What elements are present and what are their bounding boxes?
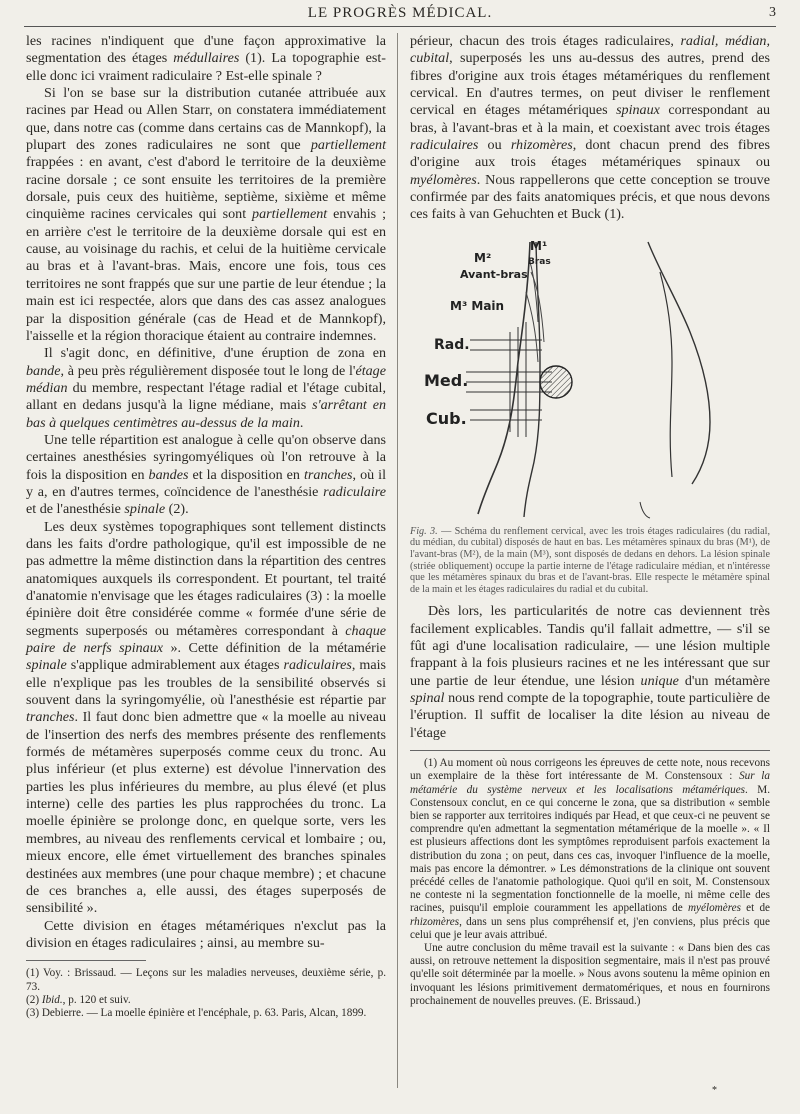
figure-caption: Fig. 3. — Schéma du renflement cervical, avec les trois étages radiculaires (du radial, du médian, du cubital) disposés de haut en bas. Les métamères spinaux du bras (M¹), de l'avant-bras (M²), de la main (M³), sont disposés de dedans en dehors. La lésion spinale (striée obliquement) occupe la partie interne de l'étage radiculaire médian, et n'intéresse que les métamères spinaux du bras et de l'avant-bras. Elle respecte le métamère spinal de la main et les étages radiculaires du radial et du cubital. [410,525,770,595]
paragraph: périeur, chacun des trois étages radiculaires, radial, médian, cubital, superposés les uns au-dessus des autres, prend des fibres d'origine aux trois étages métamériques du renflement cervical. En d'autres termes, on peut diviser le renflement cervical en étages métamériques spinaux correspondant au bras, à l'avant-bras et à la main, et coexistant avec trois étages radiculaires ou rhizomères, dont chacun prend des fibres d'origine aux trois étages métamériques spinaux ou myélomères. Nous rappellerons que cette conception se trouve confirmée par des faits anatomiques précis, et que nous devons ces faits à van Gehuchten et Buck (1). [410,33,770,223]
footnote-separator [26,960,146,961]
svg-text:Bras: Bras [528,256,551,267]
footnote: (1) Au moment où nous corrigeons les épreuves de cette note, nous recevons un exemplaire de la thèse fort intéressante de M. Constensoux : Sur la métamérie du système nerveux et les localisations métamériques. M. Constensoux conclut, en ce qui concerne le zona, que sa distribution « semble bien se rapporter aux territoires indiqués par Head, et que ceux-ci ne peuvent se comprendre qu'en admettant la segmentation métamérique de la moelle ». « Il est plusieurs affections dont les symptômes reproduisent parfois exactement la distribution du zona ; on peut, dans ces cas, invoquer l'influence de la moelle, mais pas encore la démontrer. » Les démonstrations de la clinique ont souvent précédé celles de l'anatomie pathologique. Quoi qu'il en soit, M. Constensoux ne conteste ni la segmentation fonctionnelle de la moelle, ni même celle des racines, puisqu'il emploie couramment les appellations de myélomères et de rhizomères, dans un sens plus compréhensif et, j'en conviens, plus précis que celui que je leur avais attribué. [410,757,771,941]
paragraph: Dès lors, les particularités de notre cas deviennent très facilement explicables. Tandis qu'il fallait admettre, — s'il se fût agi d'une localisation radiculaire, — une lésion multiple frappant à la fois plusieurs racines et ne les intéressant que sur une partie de leur étendue, une lésion unique d'un métamère spinal nous rend compte de la topographie, toute particulière de l'éruption. Il suffit de localiser la dite lésion au niveau de l'étage [410,603,770,741]
svg-text:Med.: Med. [424,370,469,390]
note-separator [410,750,770,751]
figure-cervical-enlargement [410,232,770,522]
svg-text:M¹: M¹ [530,238,548,253]
footnote: (3) Debierre. — La moelle épinière et l'encéphale, p. 63. Paris, Alcan, 1899. [26,1007,367,1020]
paragraph: Il s'agit donc, en définitive, d'une éruption de zona en bande, à peu près régulièrement disposée tout le long de l'étage médian du membre, respectant l'étage radial et l'étage cubital, allant en dedans jusqu'à la ligne médiane, mais s'arrêtant en bas à quelques centimètres au-dessus de la main. [26,345,386,431]
page-number: 3 [769,5,776,20]
footnote: Une autre conclusion du même travail est la suivante : « Dans bien des cas aussi, on retrouve nettement la disposition segmentaire, mais il n'est pas prouvé qu'elle soit déterminée par la moelle. » Nous avons soutenu la même opinion en invoquant les lésions primitivement dermatomériques, et nous en fournirons prochainement de nouvelles preuves. (E. Brissaud.) [410,941,770,1007]
column-divider [397,33,398,1088]
svg-text:Avant-bras: Avant-bras [460,267,528,281]
schema-drawing [410,232,770,522]
paragraph: Cette division en étages métamériques n'exclut pas la division en étages radiculaires ; ainsi, au membre su- [26,917,386,951]
paragraph: Une telle répartition est analogue à celle qu'on observe dans certaines anesthésies syringomyéliques où l'on retrouve à la fois la disposition en bandes et la disposition en tranches, où il y a, en d'autres termes, coïncidence de l'anesthésie radiculaire et de l'anesthésie spinale (2). [26,431,387,518]
footnote-block [410,757,770,1008]
paragraph: Les deux systèmes topographiques sont tellement distincts dans les faits d'ordre pathologique, qu'il est impossible de ne pas admettre la même distinction dans la répartition des centres anatomiques auxquels ils correspondent. Et pourtant, tel traité d'anatomie n'envisage que les étages radiculaires (3) : la moelle épinière doit être considérée comme « formée d'une série de segments superposés ou métamères correspondant à chaque paire de nerfs spinaux ». Cette définition de la métamérie spinale s'applique admirablement aux étages radiculaires, mais elle n'explique pas les troubles de la sensibilité observés si souvent dans la syringomyélie, où l'anesthésie est répartie par tranches. Il faut donc bien admettre que « la moelle au niveau de l'insertion des nerfs des membres présente des renflements formés de métamères superposés comme ceux du tronc. Au plus inférieur (et plus externe) est dévolue l'innervation des parties les plus inférieures du membre, au plus élevé (et plus interne) celle des parties les plus rapprochées du tronc. La moelle épinière se prolonge donc, en quelque sorte, vers les membres, au niveau des renflements cervical et lombaire ; ou, mieux encore, elle émet virtuellement des branches spinales destinées aux membres (une pour chaque membre) ; et chacune de ces branches a, elle aussi, des étages superposés de sensibilité ». [26,518,387,917]
footnote: (1) Voy. : Brissaud. — Leçons sur les maladies nerveuses, deuxième série, p. 73. [26,967,386,993]
right-column [410,33,770,1103]
footer-mark: * [712,1085,717,1096]
footnote: (2) Ibid., p. 120 et suiv. [26,994,131,1007]
paragraph: les racines n'indiquent que d'une façon approximative la segmentation des étages médullaires (1). La topographie est-elle donc ici vraiment radiculaire ? Est-elle spinale ? [26,33,386,84]
left-column [26,33,386,1103]
svg-text:Cub.: Cub. [426,408,467,428]
svg-text:M²: M² [474,250,492,265]
svg-text:Rad.: Rad. [434,336,470,353]
running-header [24,4,776,27]
paragraph: Si l'on se base sur la distribution cutanée attribuée aux racines par Head ou Allen Starr, on constatera immédiatement que, dans notre cas (comme dans certains cas de Mannkopf), la plupart des zones radiculaires ne sont que partiellement frappées : en avant, c'est d'abord le territoire de la deuxième racine dorsale ; ce sont ensuite les territoires de la première dorsale, puis ceux des huitième, septième, sixième et même cinquième racines cervicales qui sont partiellement envahis ; en arrière c'est le territoire de la deuxième dorsale qui est en cause, au voisinage du rachis, et celui de la huitième cervicale au bras et à l'avant-bras. Mais, encore une fois, tous ces territoires ne sont frappés que sur une partie de leur étendue ; la main est ici respectée, alors que dans des cas assez analogues par la disposition générale (cas de Head et de Mannkopf), l'aisselle et la région thoracique étaient au contraire indemnes. [26,85,386,344]
svg-text:M³ Main: M³ Main [450,298,505,313]
journal-title: LE PROGRÈS MÉDICAL. [307,5,493,21]
lesion-marker [540,366,572,398]
